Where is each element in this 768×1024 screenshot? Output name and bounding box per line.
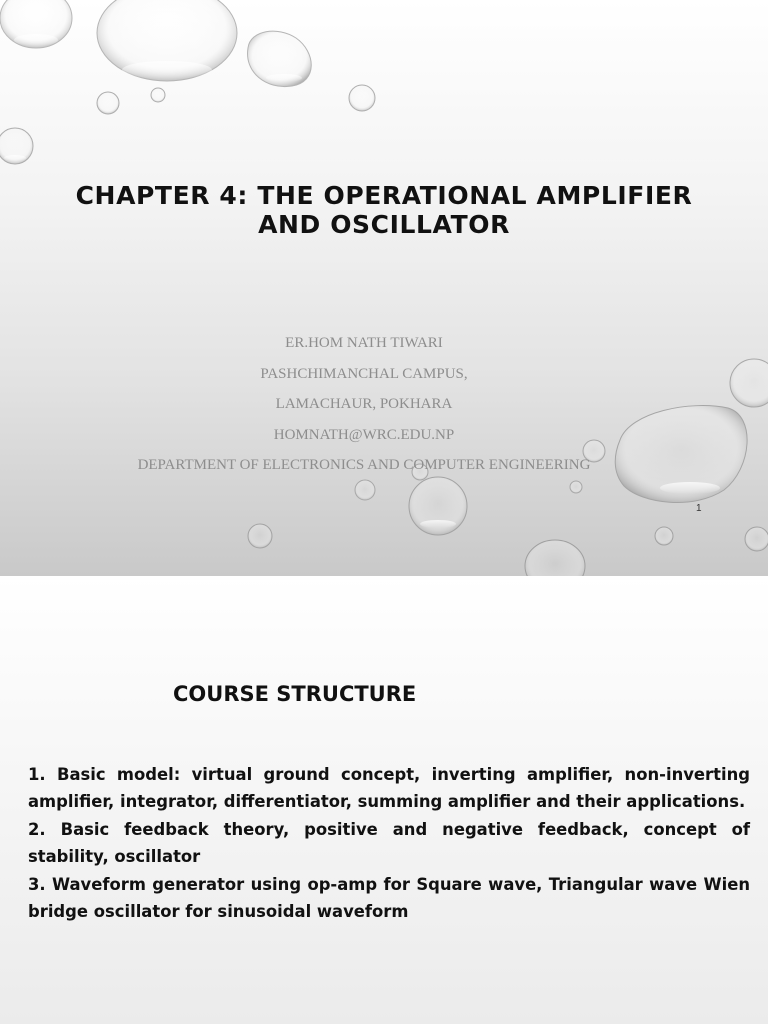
water-drop (97, 92, 119, 114)
author-name: ER.HOM NATH TIWARI (285, 335, 443, 351)
water-drop (248, 524, 272, 548)
page-number: 1 (696, 503, 702, 514)
water-drop (349, 85, 375, 111)
water-drop (745, 527, 768, 551)
course-structure-heading: COURSE STRUCTURE (173, 682, 417, 706)
list-item: 3. Waveform generator using op-amp for Square wave, Triangular wave Wien bridge oscillator for sinusoidal waveform (28, 874, 750, 922)
course-structure-slide (0, 576, 768, 1024)
water-drop (248, 31, 312, 86)
title-line-1: CHAPTER 4: THE OPERATIONAL AMPLIFIER (75, 181, 693, 210)
course-structure-list (28, 761, 750, 925)
campus-location: LAMACHAUR, POKHARA (275, 396, 453, 412)
author-email: HOMNATH@WRC.EDU.NP (273, 426, 455, 443)
water-drop (97, 0, 237, 81)
water-drop (0, 128, 33, 164)
title-line-2: AND OSCILLATOR (258, 210, 510, 239)
department-name: DEPARTMENT OF ELECTRONICS AND COMPUTER ENGINEERING (137, 457, 591, 473)
campus-name: PASHCHIMANCHAL CAMPUS, (260, 365, 468, 382)
list-item: 2. Basic feedback theory, positive and negative feedback, concept of stability, oscillator (28, 819, 750, 867)
water-drop (730, 359, 768, 407)
author-info (70, 333, 658, 486)
list-item: 1. Basic model: virtual ground concept, inverting amplifier, non-inverting amplifier, integrator, differentiator, summing amplifier and their applications. (28, 765, 750, 812)
water-drop (0, 0, 72, 48)
water-drop (409, 477, 467, 535)
water-drop (525, 540, 585, 576)
slide-title (40, 181, 728, 239)
water-drop (655, 527, 673, 545)
water-drop (151, 88, 165, 102)
